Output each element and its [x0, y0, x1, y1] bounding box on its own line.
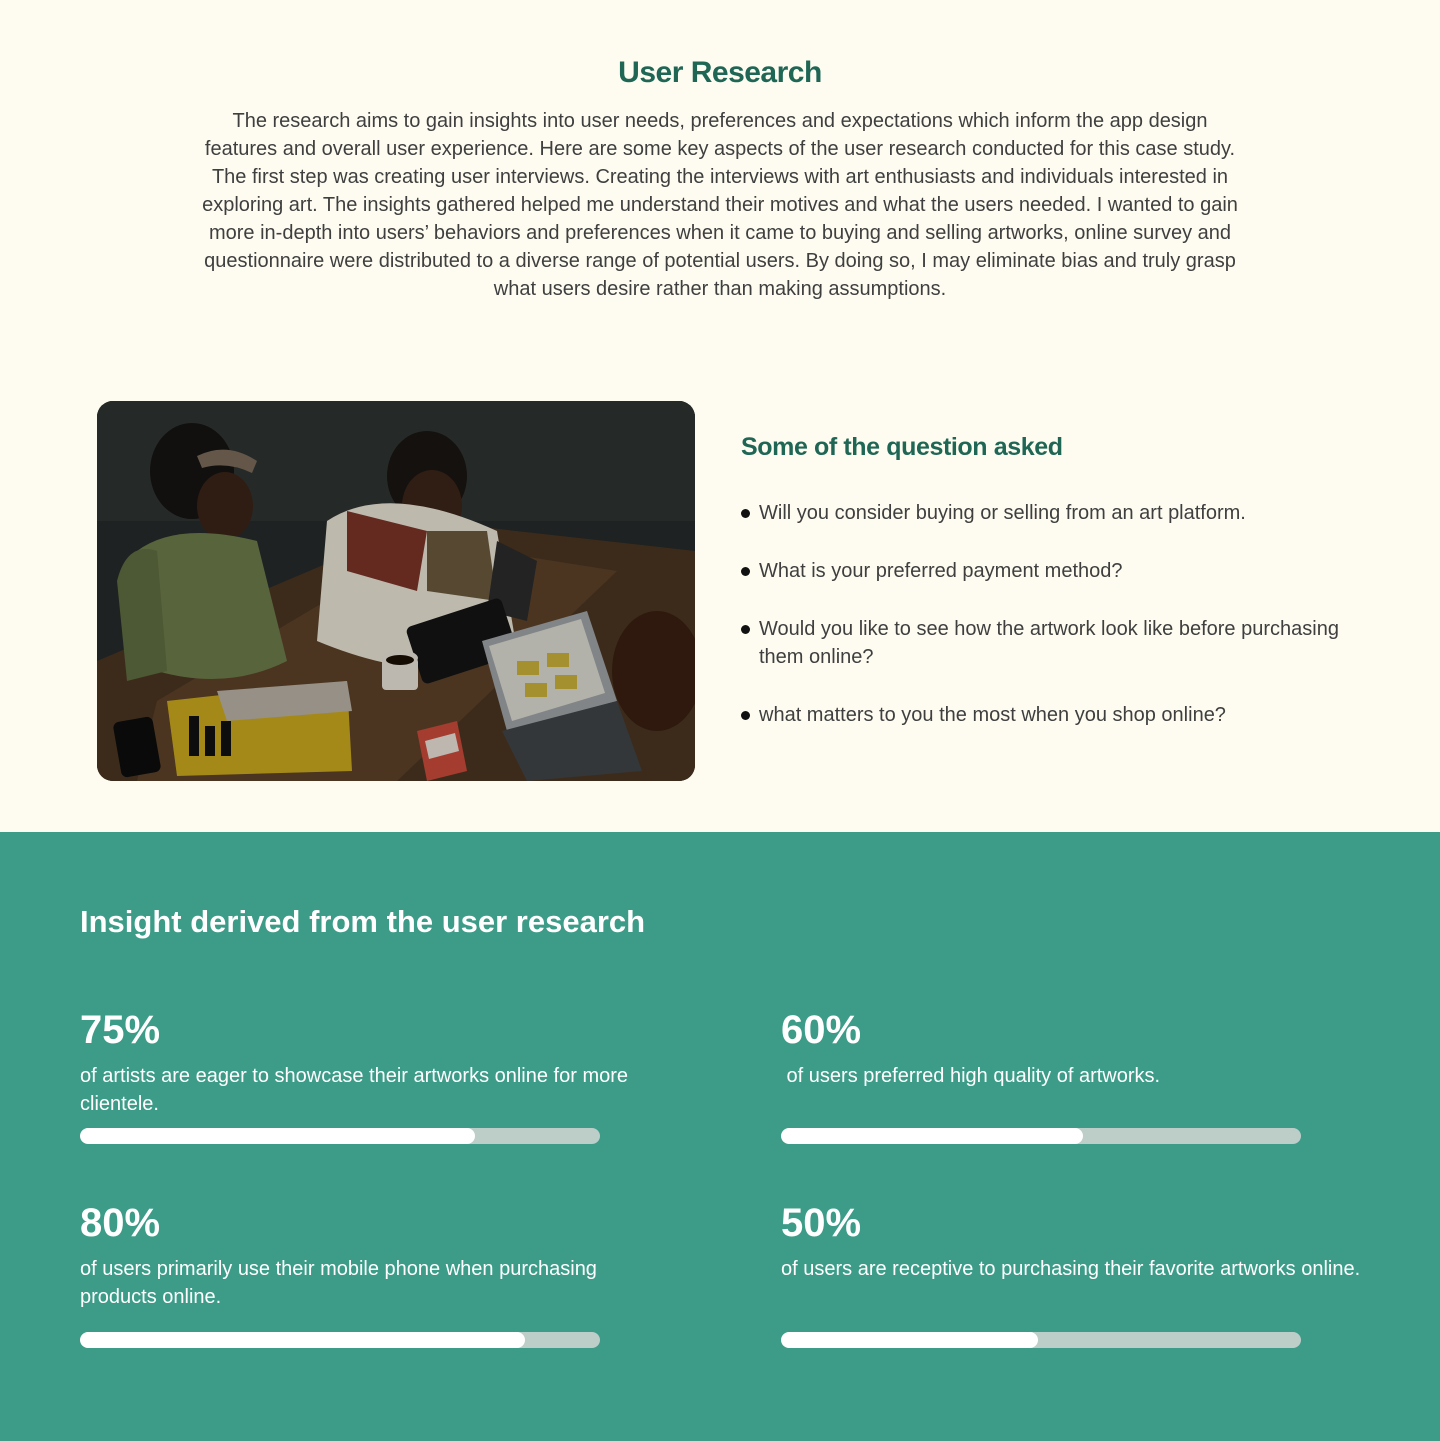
bullet-icon [741, 625, 750, 634]
bullet-icon [741, 567, 750, 576]
insight-stat [80, 1199, 680, 1311]
list-item [741, 557, 1341, 585]
stat-percent: 60% [781, 1008, 862, 1052]
insight-stat [781, 1199, 1381, 1283]
insight-stat [80, 1006, 680, 1118]
stat-description: of artists are eager to showcase their artworks online for more clientele. [80, 1065, 629, 1115]
progress-bar-fill [781, 1128, 1083, 1144]
progress-bar-fill [80, 1332, 525, 1348]
progress-bar-fill [80, 1128, 475, 1144]
progress-bar [80, 1128, 600, 1144]
stat-percent: 80% [80, 1201, 161, 1245]
progress-bar [781, 1332, 1301, 1348]
insights-section [0, 832, 1440, 1441]
stat-description: of users preferred high quality of artworks. [781, 1065, 1161, 1087]
question-text: What is your preferred payment method? [759, 560, 1123, 582]
bullet-icon [741, 711, 750, 720]
bullet-icon [741, 509, 750, 518]
question-text: what matters to you the most when you shop online? [759, 704, 1226, 726]
question-text: Will you consider buying or selling from an art platform. [759, 502, 1246, 524]
stat-description: of users are receptive to purchasing their favorite artworks online. [781, 1258, 1361, 1280]
list-item [741, 615, 1341, 671]
insight-stat [781, 1006, 1381, 1090]
progress-bar-fill [781, 1332, 1038, 1348]
stat-percent: 50% [781, 1201, 862, 1245]
stat-percent: 75% [80, 1008, 161, 1052]
questions-list [741, 499, 1341, 729]
insights-title: Insight derived from the user research [80, 904, 646, 939]
progress-bar [80, 1332, 600, 1348]
list-item [741, 499, 1341, 527]
page-title: User Research [618, 56, 822, 89]
team-meeting-photo [97, 401, 695, 781]
progress-bar [781, 1128, 1301, 1144]
stat-description: of users primarily use their mobile phone when purchasing products online. [80, 1258, 597, 1308]
list-item [741, 701, 1341, 729]
question-text: Would you like to see how the artwork look like before purchasing them online? [759, 618, 1339, 668]
questions-heading: Some of the question asked [741, 433, 1063, 461]
research-intro: The research aims to gain insights into user needs, preferences and expectations which inform the app design features and overall user experience. Here are some key aspects of the user research conducted for this case study. The first step was creating user interviews. Creating the interviews with art enthusiasts and individuals interested in exploring art. The insights gathered helped me understand their motives and what the users needed. I wanted to gain more in-depth into users’ behaviors and preferences when it came to buying and selling artworks, online survey and questionnaire were distributed to a diverse range of potential users. By doing so, I may eliminate bias and truly grasp what users desire rather than making assumptions. [202, 110, 1238, 300]
